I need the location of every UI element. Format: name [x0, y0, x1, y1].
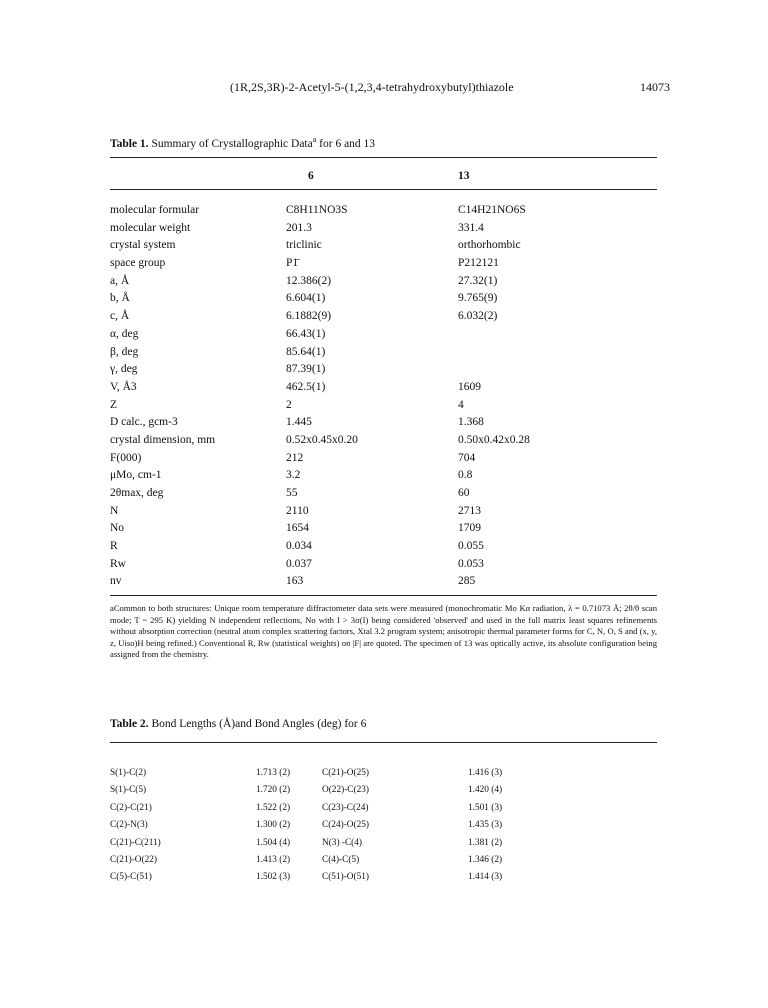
- table1-cell-6: 1.445: [286, 416, 312, 429]
- table1-cell-13: orthorhombic: [458, 239, 521, 252]
- table1-cell-6: 6.604(1): [286, 292, 326, 305]
- table1-caption-label: Table 1.: [110, 137, 149, 150]
- table1-cell-6: 66.43(1): [286, 327, 326, 340]
- table1-cell-label: μMo, cm-1: [110, 469, 162, 482]
- table2-row: [110, 855, 657, 872]
- table2-length-right: 1.414 (3): [468, 872, 503, 883]
- table1-cell-6: 85.64(1): [286, 345, 326, 358]
- table1-cell-6: 0.52x0.45x0.20: [286, 433, 358, 446]
- table1-row: [110, 575, 657, 593]
- table1-cell-label: molecular weight: [110, 221, 191, 234]
- table2-length-left: 1.522 (2): [256, 802, 291, 813]
- table2-caption: [110, 718, 366, 730]
- table1-cell-label: nv: [110, 575, 122, 588]
- table1-cell-13: C14H21NO6S: [458, 204, 526, 216]
- table2-length-left: 1.720 (2): [256, 785, 291, 796]
- table1-row: [110, 505, 657, 523]
- table2-row: [110, 838, 657, 855]
- table1-col-6: 6: [308, 170, 314, 182]
- table1-cell-13: 1609: [458, 380, 481, 393]
- table2-bond-right: C(24)-O(25): [322, 820, 369, 831]
- table1-cell-13: 704: [458, 451, 476, 464]
- table1-cell-label: No: [110, 522, 125, 535]
- table1-cell-6: 6.1882(9): [286, 310, 332, 323]
- table1-row: [110, 257, 657, 275]
- table1-row: [110, 434, 657, 452]
- table1-cell-6: triclinic: [286, 239, 322, 252]
- table2-bond-left: S(1)-C(2): [110, 768, 147, 778]
- table1-row: [110, 363, 657, 381]
- table1-cell-label: crystal system: [110, 239, 176, 252]
- table2-bond-left: C(2)-C(21): [110, 802, 152, 813]
- table1-row: [110, 310, 657, 328]
- table2-length-left: 1.504 (4): [256, 837, 291, 848]
- table1-row: [110, 381, 657, 399]
- table2-length-right: 1.420 (4): [468, 785, 503, 796]
- table2-row: [110, 803, 657, 820]
- table1-cell-13: 0.8: [458, 469, 473, 482]
- table1-cell-13: 4: [458, 398, 464, 411]
- table2-length-left: 1.502 (3): [256, 872, 291, 883]
- table2-bond-right: C(4)-C(5): [322, 854, 360, 865]
- table1-cell-13: 27.32(1): [458, 274, 498, 287]
- table2-bond-right: N(3) -C(4): [322, 837, 363, 848]
- table1-row: [110, 522, 657, 540]
- table1-cell-label: c, Å: [110, 310, 130, 323]
- table1-cell-label: 2θmax, deg: [110, 487, 164, 499]
- table1-cell-13: P212121: [458, 257, 499, 270]
- table2-length-right: 1.381 (2): [468, 837, 503, 848]
- table1-cell-6: 163: [286, 575, 304, 588]
- table2-bond-left: S(1)-C(5): [110, 785, 147, 796]
- table1-cell-6: 0.034: [286, 540, 312, 553]
- table1-row: [110, 469, 657, 487]
- table1-cell-label: space group: [110, 257, 166, 270]
- table2-length-right: 1.435 (3): [468, 820, 503, 831]
- table1-cell-13: 2713: [458, 504, 481, 517]
- table1-cell-label: Rw: [110, 557, 126, 570]
- table1-cell-label: V, Å3: [110, 380, 137, 393]
- table1-cell-label: F(000): [110, 451, 142, 464]
- table2-caption-text: Bond Lengths (Å)and Bond Angles (deg) for 6: [151, 718, 367, 730]
- table1-caption-tail: for 6 and 13: [316, 137, 376, 150]
- table2-length-left: 1.713 (2): [256, 768, 291, 778]
- table2-top-rule: [110, 742, 657, 743]
- running-head-title: (1R,2S,3R)-2-Acetyl-5-(1,2,3,4-tetrahydroxybutyl)thiazole: [230, 80, 514, 94]
- table1-cell-13: 331.4: [458, 221, 484, 234]
- table1-cell-13: 1709: [458, 522, 481, 535]
- table1-cell-label: Z: [110, 398, 118, 411]
- table2-length-left: 1.300 (2): [256, 820, 291, 831]
- table2-bond-left: C(21)-C(211): [110, 837, 161, 848]
- table1-row: [110, 239, 657, 257]
- table1-row: [110, 452, 657, 470]
- table2-row: [110, 785, 657, 802]
- table1-cell-label: R: [110, 540, 118, 553]
- table1-cell-label: N: [110, 504, 119, 517]
- table2-bond-left: C(2)-N(3): [110, 820, 148, 831]
- table1-top-rule: [110, 157, 657, 158]
- table1-row: [110, 222, 657, 240]
- table1-caption-text: Summary of Crystallographic Data: [151, 137, 313, 150]
- table1-cell-13: 6.032(2): [458, 310, 498, 323]
- table2-body: [110, 768, 657, 890]
- table1-row: [110, 204, 657, 222]
- table1-cell-6: C8H11NO3S: [286, 204, 348, 216]
- table1-cell-13: 1.368: [458, 416, 484, 429]
- table1-row: [110, 416, 657, 434]
- table2-bond-right: O(22)-C(23): [322, 785, 369, 796]
- table1-row: [110, 328, 657, 346]
- table1-col-13: 13: [458, 170, 470, 182]
- table1-cell-13: 285: [458, 575, 476, 588]
- table1-cell-13: 9.765(9): [458, 292, 498, 305]
- table2-length-right: 1.501 (3): [468, 802, 503, 813]
- table1-footnote: aCommon to both structures: Unique room temperature diffractometer data sets were measured (monochromatic Mo Kα radiation, λ = 0.71073 Å; 2θ/θ scan mode; T ~ 295 K) yielding N independent reflections, No with I > 3σ(I) being considered 'observed' and used in the full matrix least squares refinements without absorption correction (neutral atom complex scattering factors, Xtal 3.2 program system; anisotropic thermal parameter forms for C, N, O, S and (x, y, z, Uiso)H being refined.) Conventional R, Rw (statistical weights) on |F| are quoted. The specimen of 13 was optically active, its absolute configuration being assigned from the chemistry.: [110, 603, 657, 660]
- page-number: 14073: [640, 80, 670, 94]
- table2-caption-label: Table 2.: [110, 718, 149, 730]
- table1-cell-label: D calc., gcm-3: [110, 416, 178, 429]
- table1-caption-sup: a: [312, 135, 317, 144]
- table2-row: [110, 768, 657, 785]
- table1-cell-label: molecular formular: [110, 204, 200, 216]
- table2-bond-right: C(23)-C(24): [322, 802, 369, 813]
- table1-cell-13: 0.055: [458, 540, 484, 553]
- table1-cell-6: 55: [286, 487, 298, 499]
- table2-length-right: 1.416 (3): [468, 768, 503, 778]
- table1-header-rule: [110, 189, 657, 190]
- table2-length-right: 1.346 (2): [468, 854, 503, 865]
- table1-cell-label: crystal dimension, mm: [110, 433, 216, 446]
- table1-cell-6: 2: [286, 398, 292, 411]
- table2-row: [110, 820, 657, 837]
- table1-cell-label: a, Å: [110, 274, 130, 287]
- table1-cell-6: 201.3: [286, 221, 312, 234]
- table1-row: [110, 275, 657, 293]
- table1-cell-6: 3.2: [286, 469, 301, 482]
- table1-row: [110, 540, 657, 558]
- table1-body: [110, 204, 657, 593]
- table1-cell-6: 462.5(1): [286, 380, 326, 393]
- table2-bond-left: C(21)-O(22): [110, 854, 157, 865]
- table1-cell-13: 0.053: [458, 557, 484, 570]
- table1-cell-6: 0.037: [286, 557, 312, 570]
- table1-cell-6: 212: [286, 451, 304, 464]
- table1-row: [110, 292, 657, 310]
- table1-row: [110, 487, 657, 505]
- table1-bottom-rule: [110, 595, 657, 596]
- table1-cell-label: α, deg: [110, 327, 139, 340]
- table1-cell-label: γ, deg: [110, 363, 138, 376]
- table1-cell-label: β, deg: [110, 345, 139, 358]
- table1-cell-13: 60: [458, 487, 470, 499]
- table1-cell-6: 1654: [286, 522, 309, 535]
- table1-cell-6: 87.39(1): [286, 363, 326, 376]
- table1-row: [110, 558, 657, 576]
- table2-length-left: 1.413 (2): [256, 854, 291, 865]
- table1-row: [110, 399, 657, 417]
- table1-cell-13: 0.50x0.42x0.28: [458, 433, 530, 446]
- table1-cell-6: 12.386(2): [286, 274, 332, 287]
- table2-bond-left: C(5)-C(51): [110, 872, 152, 883]
- table1-cell-6: P1̄: [286, 257, 299, 270]
- table1-caption: [110, 135, 375, 150]
- table1-cell-label: b, Å: [110, 292, 130, 305]
- table1-header: [110, 170, 657, 184]
- table2-bond-right: C(21)-O(25): [322, 768, 369, 778]
- table2-bond-right: C(51)-O(51): [322, 872, 369, 883]
- table1-row: [110, 346, 657, 364]
- table1-cell-6: 2110: [286, 504, 309, 517]
- table2-row: [110, 872, 657, 889]
